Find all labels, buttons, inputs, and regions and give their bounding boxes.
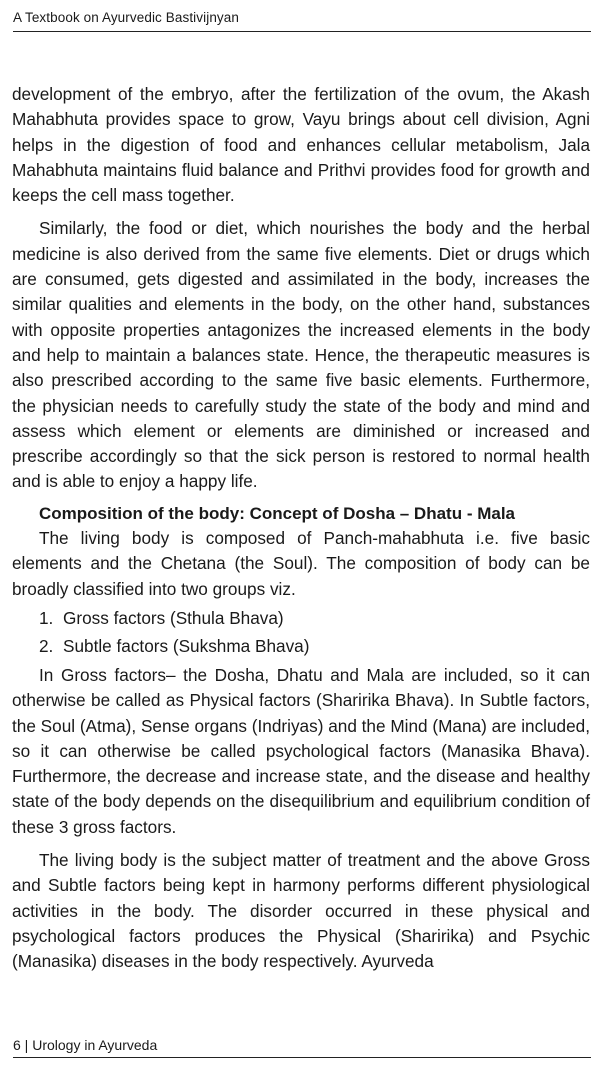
running-header: A Textbook on Ayurvedic Bastivijnyan bbox=[13, 9, 591, 32]
page-body bbox=[12, 82, 590, 975]
list-item-number: 2. bbox=[39, 636, 54, 657]
list-item-number: 1. bbox=[39, 607, 54, 628]
list-item-text: Gross factors (Sthula Bhava) bbox=[63, 607, 284, 628]
paragraph-living-body-composition: The living body is composed of Panch-mahabhuta i.e. five basic elements and the Chetana (the Soul). The composition of body can be broadly classified into two groups viz. bbox=[12, 528, 590, 599]
list-item bbox=[12, 604, 590, 633]
list-item bbox=[12, 632, 590, 661]
paragraph-embryo-development: development of the embryo, after the fertilization of the ovum, the Akash Mahabhuta provides space to grow, Vayu brings about cell division, Agni helps in the digestion of food and enhances cellular metabolism, Jala Mahabhuta maintains fluid balance and Prithvi provides food for growth and keeps the cell mass together. bbox=[12, 84, 590, 206]
paragraph-food-and-medicine: Similarly, the food or diet, which nourishes the body and the herbal medicine is also derived from the same five elements. Diet or drugs which are consumed, gets digested and assimilated in the body, increases the similar qualities and elements in the body, on the other hand, substances with opposite properties antagonizes the increased elements in the body and help to maintain a balances state. Hence, the therapeutic measures is also prescribed according to the same five basic elements. Furthermore, the physician needs to carefully study the state of the body and mind and assess which element or elements are diminished or increased and prescribe accordingly so that the sick person is restored to normal health and is able to enjoy a happy life. bbox=[12, 218, 590, 492]
factors-list bbox=[12, 604, 590, 661]
paragraph-gross-and-subtle-factors: In Gross factors– the Dosha, Dhatu and Mala are included, so it can otherwise be called as Physical factors (Sharirika Bhava). In Subtle factors, the Soul (Atma), Sense organs (Indriyas) and the Mind (Mana) are included, so it can otherwise be called psychological factors (Manasika Bhava). Furthermore, the decrease and increase state, and the disease and healthy state of the body depends on the disequilibrium and equilibrium condition of these 3 gross factors. bbox=[12, 664, 590, 837]
paragraph-subject-of-treatment: The living body is the subject matter of treatment and the above Gross and Subtle factors being kept in harmony performs different physiological activities in the body. The disorder occurred in these physical and psychological factors produces the Physical (Sharirika) and Psychic (Manasika) diseases in the body respectively. Ayurveda bbox=[12, 850, 590, 972]
list-item-text: Subtle factors (Sukshma Bhava) bbox=[63, 636, 310, 657]
running-footer: 6 | Urology in Ayurveda bbox=[13, 1036, 591, 1058]
section-heading-composition: Composition of the body: Concept of Dosha – Dhatu - Mala bbox=[39, 503, 515, 523]
